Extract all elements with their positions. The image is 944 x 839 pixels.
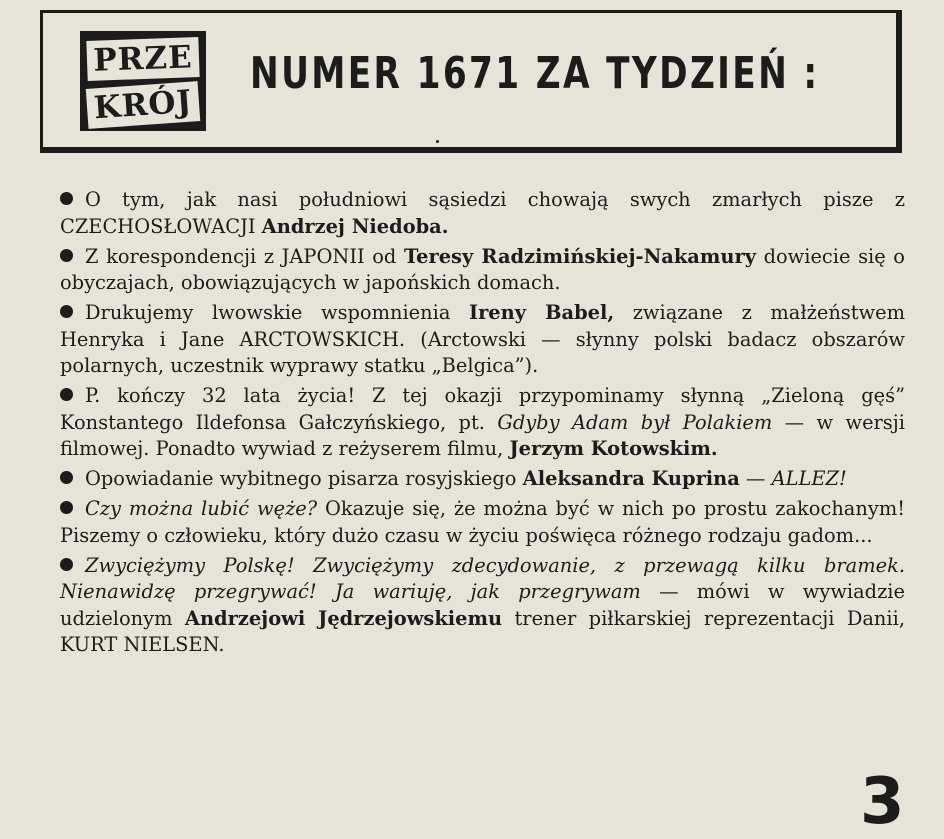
bold-name: Andrzejowi Jędrzejowskiemu [184, 606, 503, 630]
text-run: — [739, 467, 772, 490]
text-run: Opowiadanie wybitnego pisarza rosyjskiego [85, 467, 523, 490]
contents-list [60, 187, 905, 662]
text-run: — mówi w wywiadzie udzielonym [60, 580, 905, 630]
ink-speck [436, 140, 439, 143]
list-item [60, 300, 905, 380]
text-run: P. kończy 32 lata życia! Z tej okazji przypominamy słynną „Zieloną gęś” Konstantego Ildefonsa Gałczyńskiego, pt. [60, 384, 905, 434]
bullet-icon [60, 471, 73, 484]
list-item [60, 383, 905, 463]
issue-title: NUMER 1671 ZA TYDZIEŃ : [250, 48, 820, 99]
bullet-icon [60, 305, 73, 318]
logo-top-text: PRZE [86, 37, 199, 81]
text-run: związane z małżeństwem Henryka i Jane ARCTOWSKICH. (Arctowski — słynny polski badacz obszarów polarnych, uczestnik wyprawy statku „Belgica”). [60, 301, 906, 377]
bold-name: Aleksandra Kuprina [522, 467, 740, 490]
bullet-icon [60, 192, 73, 205]
bold-name: Teresy Radzimińskiej-Nakamury [403, 244, 756, 268]
list-item [60, 553, 905, 659]
page-number: 3 [860, 765, 905, 839]
list-item [60, 244, 905, 297]
italic-text: Gdyby Adam był Polakiem [497, 410, 773, 434]
bullet-icon [60, 558, 73, 571]
text-run: trener piłkarskiej reprezentacji Danii, KURT NIELSEN. [60, 606, 905, 656]
bullet-icon [60, 388, 73, 401]
italic-text: Zwyciężymy Polskę! Zwyciężymy zdecydowanie, z przewagą kilku bramek. Nienawidzę przegrywać! Ja wariuję, jak przegrywam [60, 553, 905, 603]
bold-name: Ireny Babel, [469, 301, 615, 324]
text-run: Drukujemy lwowskie wspomnienia [85, 301, 469, 324]
bullet-icon [60, 501, 73, 514]
logo-bottom-text: KRÓJ [86, 81, 201, 129]
bold-name: Jerzym Kotowskim. [509, 437, 718, 460]
italic-text: ALLEZ! [771, 467, 847, 490]
italic-text: Czy można lubić węże? [85, 497, 318, 520]
text-run: — w wersji filmowej. Ponadto wywiad z reżyserem filmu, [60, 410, 905, 460]
bold-name: Andrzej Niedoba. [261, 214, 449, 238]
text-run: dowiecie się o obyczajach, obowiązujących w japońskich domach. [60, 244, 905, 294]
przekroj-logo [80, 31, 206, 131]
bullet-icon [60, 249, 73, 262]
list-item [60, 496, 905, 549]
list-item [60, 187, 905, 240]
list-item [60, 466, 905, 493]
text-run: O tym, jak nasi południowi sąsiedzi chowają swych zmarłych pisze z CZECHOSŁOWACJI [60, 188, 905, 238]
left-margin-bleed [0, 0, 42, 799]
text-run: Okazuje się, że można być w nich po prostu zakochanym! Piszemy o człowieku, który dużo czasu w życiu poświęca różnego rodzaju gadom... [60, 497, 905, 547]
text-run: Z korespondencji z JAPONII od [85, 244, 404, 268]
